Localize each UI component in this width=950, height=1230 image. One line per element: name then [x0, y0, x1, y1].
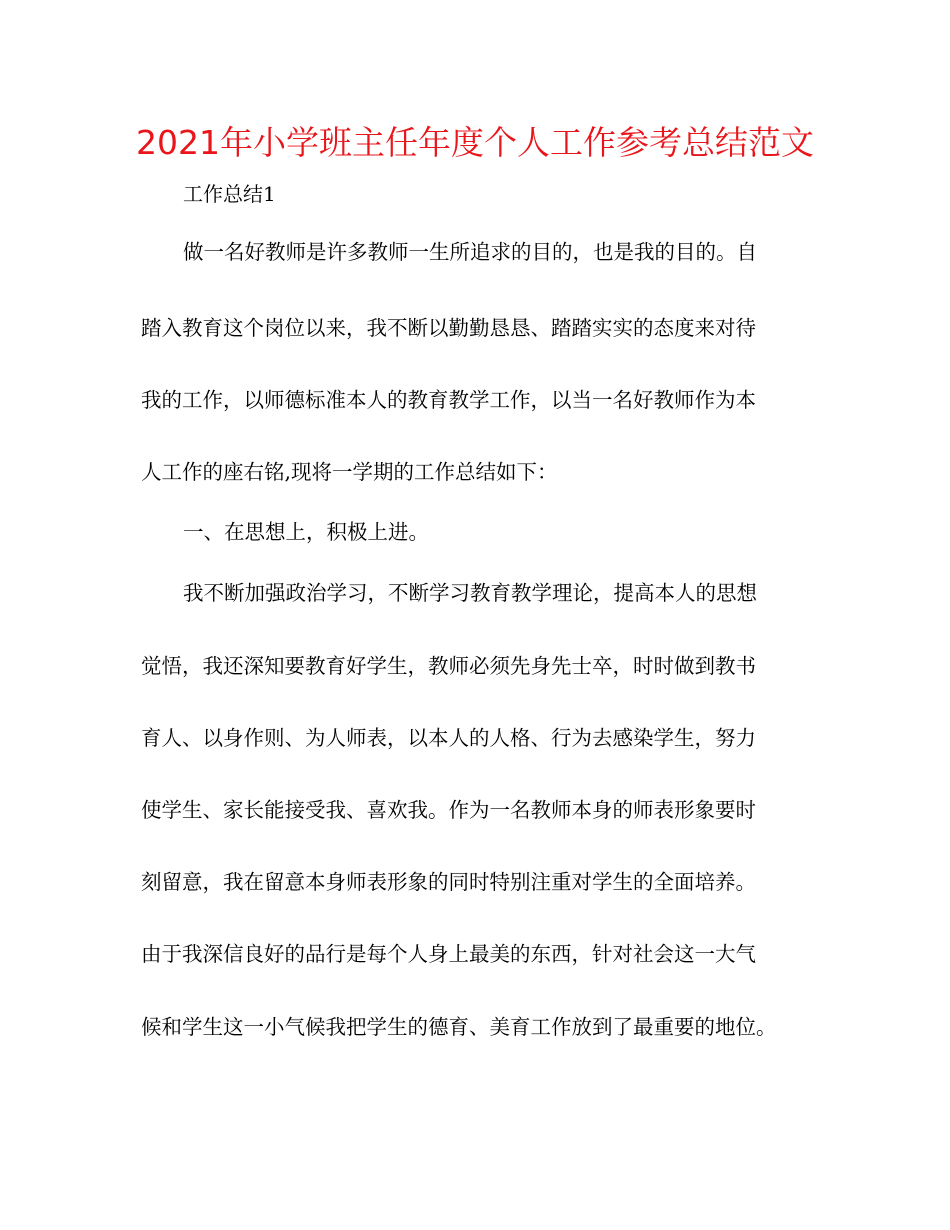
- paragraph-line: 我的工作，以师德标准本人的教育教学工作，以当一名好教师作为本: [141, 388, 756, 412]
- paragraph-line: 由于我深信良好的品行是每个人身上最美的东西，针对社会这一大气: [141, 942, 756, 966]
- paragraph-line: 做一名好教师是许多教师一生所追求的目的，也是我的目的。自: [183, 240, 757, 264]
- paragraph-line: 我不断加强政治学习，不断学习教育教学理论，提高本人的思想: [183, 581, 757, 605]
- section-heading: 一、在思想上，积极上进。: [183, 520, 429, 544]
- paragraph-line: 觉悟，我还深知要教育好学生，教师必须先身先士卒，时时做到教书: [141, 654, 756, 678]
- section-subtitle: 工作总结1: [183, 182, 276, 206]
- paragraph-line: 人工作的座右铭,现将一学期的工作总结如下：: [141, 460, 558, 484]
- document-title: 2021年小学班主任年度个人工作参考总结范文: [136, 123, 814, 162]
- paragraph-line: 刻留意，我在留意本身师表形象的同时特别注重对学生的全面培养。: [141, 870, 756, 894]
- paragraph-line: 育人、以身作则、为人师表，以本人的人格、行为去感染学生，努力: [141, 726, 756, 750]
- paragraph-line: 候和学生这一小气候我把学生的德育、美育工作放到了最重要的地位。: [141, 1015, 777, 1039]
- paragraph-line: 踏入教育这个岗位以来，我不断以勤勤恳恳、踏踏实实的态度来对待: [141, 316, 756, 340]
- paragraph-line: 使学生、家长能接受我、喜欢我。作为一名教师本身的师表形象要时: [141, 798, 756, 822]
